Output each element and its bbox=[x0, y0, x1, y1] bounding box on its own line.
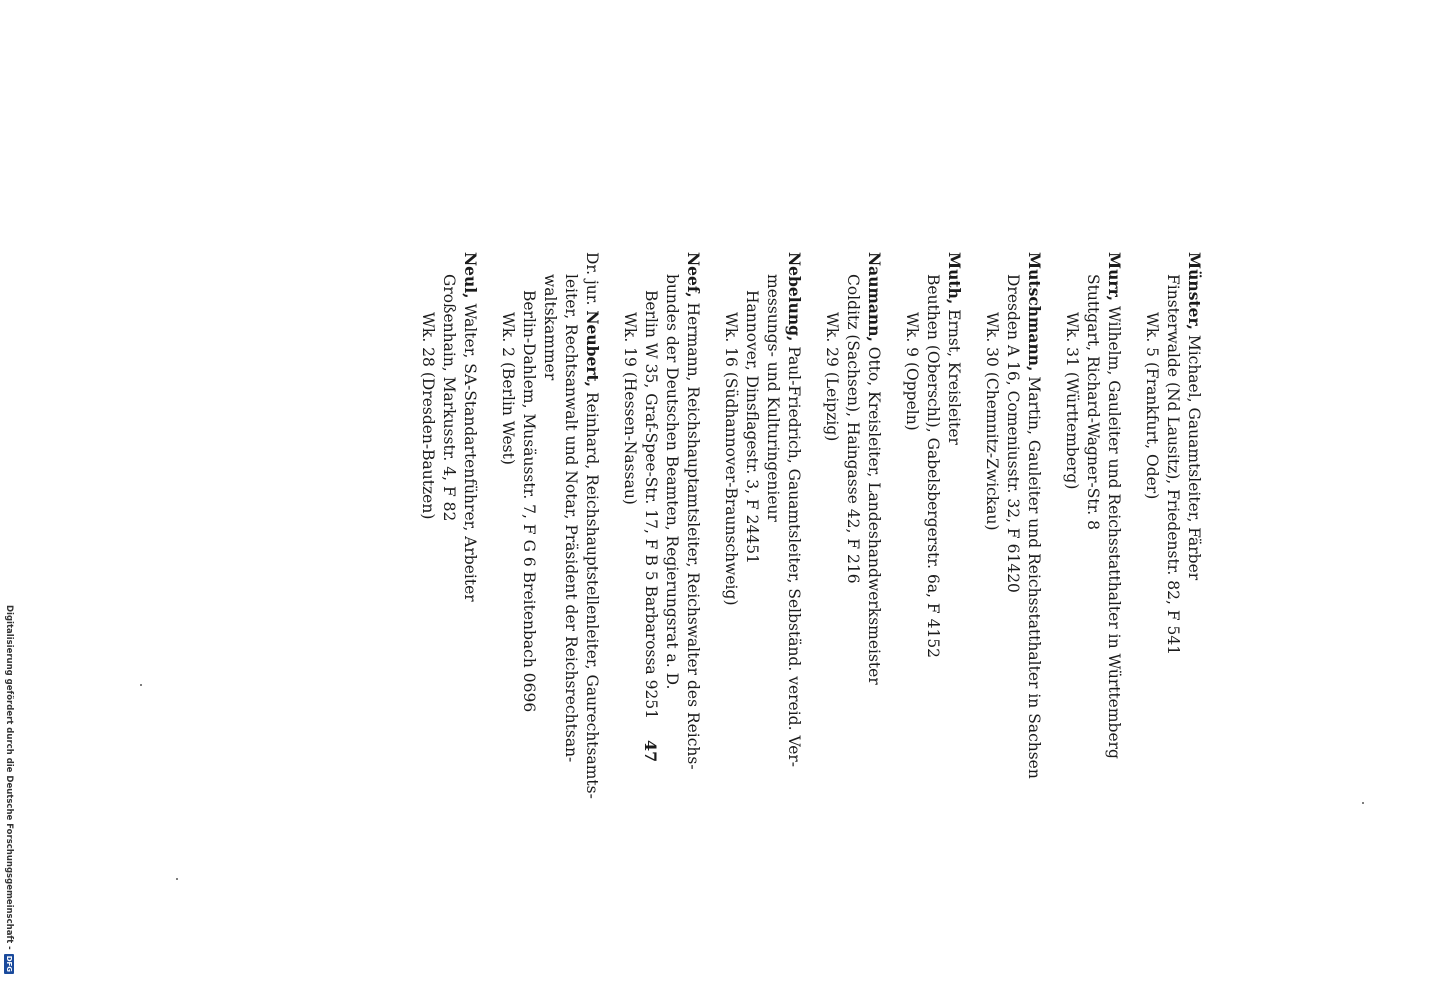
entry-line: Wk. 9 (Oppeln) bbox=[903, 312, 921, 431]
entry-line: Stuttgart, Richard-Wagner-Str. 8 bbox=[1084, 274, 1102, 531]
entry-line: Berlin-Dahlem, Musäusstr. 7, F G 6 Breitenbach 0696 bbox=[520, 290, 538, 713]
entry-line: Wk. 16 (Südhannover-Braunschweig) bbox=[722, 312, 740, 606]
entry-line: Finsterwalde (Nd Lausitz), Friedenstr. 82, F 541 bbox=[1164, 274, 1182, 656]
dfg-logo-icon: DFG bbox=[5, 955, 13, 973]
entry-line: Wilhelm, Gauleiter und Reichsstatthalter in Württemberg bbox=[1105, 301, 1123, 759]
entry-line: Ernst, Kreisleiter bbox=[945, 304, 963, 445]
entry-line: Hannover, Dinsflagestr. 3, F 24451 bbox=[743, 290, 761, 564]
entry-line: Dresden A 16, Comeniusstr. 32, F 61420 bbox=[1004, 274, 1022, 593]
entry-line: Walter, SA-Standartenführer, Arbeiter bbox=[461, 298, 479, 602]
entry-line: waltskammer bbox=[541, 274, 559, 381]
entry-name: Naumann, bbox=[865, 252, 884, 342]
entry-name: Nebelung, bbox=[785, 252, 804, 342]
entry-line: Paul-Friedrich, Gauamtsleiter, Selbständ. vereid. Ver- bbox=[785, 341, 803, 768]
entry-line: Michael, Gauamtsleiter, Färber bbox=[1185, 329, 1203, 581]
entry-line: Reinhard, Reichshauptstellenleiter, Gaurechtsamts- bbox=[583, 387, 601, 799]
list-item bbox=[1141, 252, 1205, 777]
entry-line: Wk. 5 (Frankfurt, Oder) bbox=[1143, 312, 1161, 500]
entry-list bbox=[401, 252, 1205, 799]
entry-line: Hermann, Reichshauptamtsleiter, Reichswalter des Reichs- bbox=[684, 297, 702, 770]
scan-speck bbox=[176, 878, 178, 880]
list-item bbox=[901, 252, 965, 777]
entry-name: Mutschmann, bbox=[1025, 252, 1044, 372]
scan-speck bbox=[1362, 802, 1364, 804]
entry-line: messungs- und Kulturingenieur bbox=[764, 274, 782, 522]
list-item bbox=[981, 252, 1045, 777]
entry-line: Wk. 29 (Leipzig) bbox=[823, 312, 841, 442]
entry-line: Wk. 19 (Hessen-Nassau) bbox=[621, 312, 639, 505]
scan-speck bbox=[140, 684, 142, 686]
list-item bbox=[720, 252, 805, 777]
entry-name: Neef, bbox=[684, 252, 703, 298]
entry-line: Wk. 2 (Berlin West) bbox=[499, 312, 517, 465]
list-item bbox=[497, 252, 603, 799]
entry-name: Muth, bbox=[945, 252, 964, 305]
entry-line: leiter, Rechtsanwalt und Notar, Präsident der Reichsrechtsan- bbox=[562, 274, 580, 763]
entry-name: Neubert, bbox=[583, 310, 602, 388]
entry-line: Beuthen (Oberschl), Gabelsbergerstr. 6a, F 4152 bbox=[924, 274, 942, 659]
entry-name: Münster, bbox=[1185, 252, 1204, 330]
entry-line: Otto, Kreisleiter, Landeshandwerksmeister bbox=[865, 341, 883, 685]
entry-line: Colditz (Sachsen), Haingasse 42, F 216 bbox=[844, 274, 862, 584]
entry-prefix: Dr. jur. bbox=[583, 252, 601, 311]
entry-line: Berlin W 35, Graf-Spee-Str. 17, F B 5 Barbarossa 9251 bbox=[642, 290, 660, 720]
list-item bbox=[1061, 252, 1125, 777]
entry-line: Wk. 30 (Chemnitz-Zwickau) bbox=[983, 312, 1001, 531]
list-item bbox=[417, 252, 481, 777]
entry-line: Großenhain, Markusstr. 4, F 82 bbox=[440, 274, 458, 522]
list-item bbox=[821, 252, 885, 777]
entry-line: Wk. 28 (Dresden-Bautzen) bbox=[419, 312, 437, 520]
entry-line: bundes der Deutschen Beamten, Regierungsrat a. D. bbox=[663, 274, 681, 690]
list-item bbox=[619, 252, 704, 777]
credit-text: Digitalisierung gefördert durch die Deutsche Forschungsgemeinschaft - bbox=[4, 605, 14, 950]
page-number: 47 bbox=[641, 740, 660, 763]
entry-line: Martin, Gauleiter und Reichsstatthalter in Sachsen bbox=[1025, 371, 1043, 779]
entry-name: Murr, bbox=[1105, 252, 1124, 302]
entry-name: Neul, bbox=[461, 252, 480, 299]
page-content bbox=[355, 252, 1205, 799]
entry-line: Wk. 31 (Württemberg) bbox=[1063, 312, 1081, 490]
digitization-credit bbox=[2, 605, 16, 995]
